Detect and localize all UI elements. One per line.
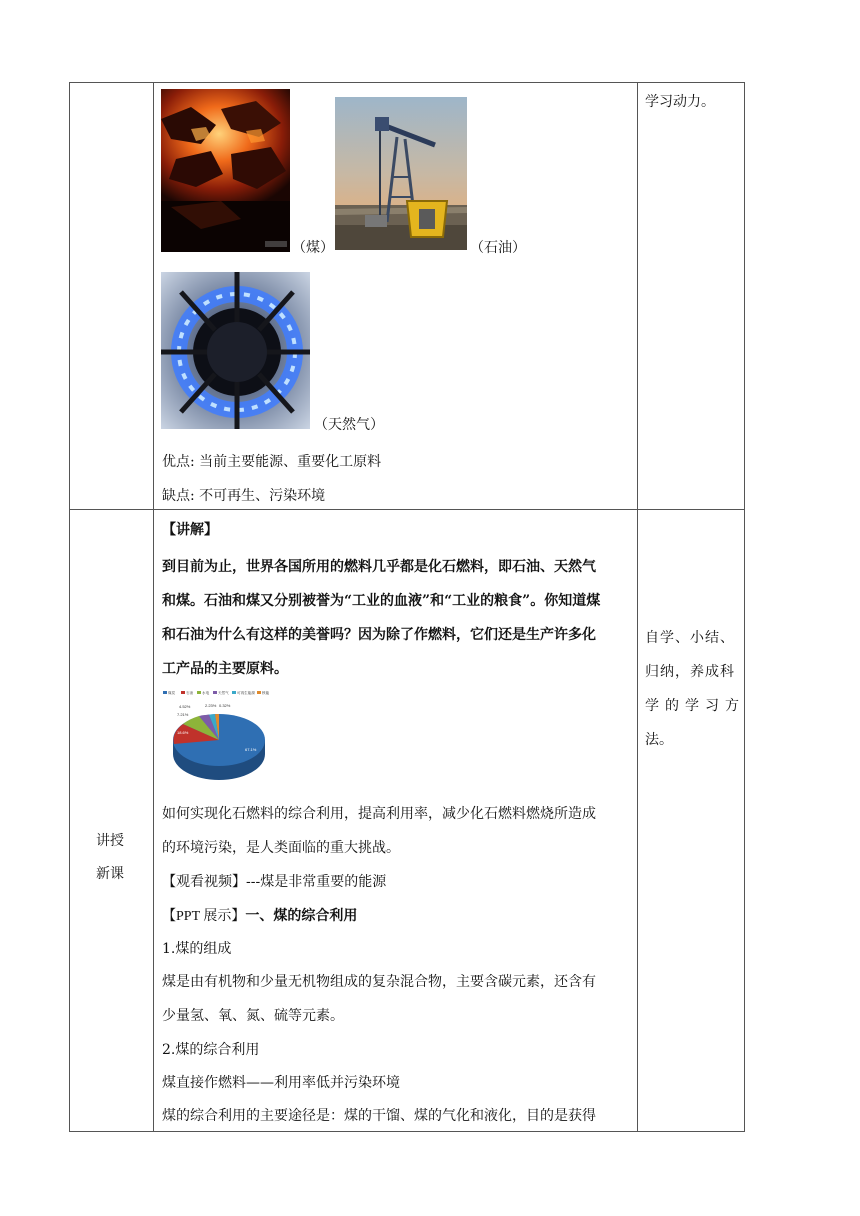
gas-caption: （天然气）	[314, 417, 384, 433]
side-note-line-4: 法。	[645, 732, 673, 748]
pie-label-3: 0.32%	[219, 703, 231, 708]
pie-label-5: 18.6%	[177, 730, 189, 735]
pie-label-4: 7.21%	[177, 712, 189, 717]
intro-line-3: 和石油为什么有这样的美誉吗？因为除了作燃料，它们还是生产许多化	[162, 627, 596, 643]
section-label-line-2: 新课	[96, 866, 124, 882]
video-note: 【观看视频】---煤是非常重要的能源	[162, 874, 387, 890]
subsection-utilization: 2.煤的综合利用	[162, 1042, 260, 1058]
table-left-border	[69, 82, 70, 1132]
ppt-title: 一、煤的综合利用	[245, 908, 358, 924]
pie-legend	[163, 690, 270, 695]
section-label-line-1: 讲授	[96, 833, 124, 849]
legend-swatch-coal	[163, 691, 167, 694]
advantages-text: 优点: 当前主要能源、重要化工原料	[162, 454, 382, 470]
ppt-heading	[162, 905, 357, 925]
intro-line-4: 工产品的主要原料。	[162, 661, 288, 677]
para4: 煤的综合利用的主要途径是：煤的干馏、煤的气化和液化，目的是获得	[162, 1108, 596, 1124]
legend-coal: 煤炭	[168, 691, 176, 695]
row1-note: 学习动力。	[645, 94, 715, 110]
gas-flame-image	[161, 272, 310, 429]
oil-caption: （石油）	[470, 240, 526, 256]
ppt-prefix: 【PPT 展示】	[162, 909, 246, 924]
disadvantages-text: 缺点: 不可再生、污染环境	[162, 488, 326, 504]
legend-renewable: 可再生能源	[237, 691, 255, 695]
legend-swatch-oil	[181, 691, 185, 694]
pie-label-6: 67.1%	[245, 747, 257, 752]
column-divider-1	[153, 82, 154, 1132]
row-divider	[69, 509, 745, 510]
side-note-line-2: 归纳，养成科	[645, 664, 735, 680]
para2-line-1: 煤是由有机物和少量无机物组成的复杂混合物，主要含碳元素，还含有	[162, 974, 596, 990]
legend-natural-gas: 天然气	[218, 691, 229, 695]
legend-hydro: 水电	[202, 691, 210, 695]
para2-line-2: 少量氢、氧、氮、硫等元素。	[162, 1008, 344, 1024]
side-note-line-1: 自学、小结、	[645, 630, 735, 646]
legend-oil: 石油	[186, 691, 194, 695]
energy-pie-chart	[161, 688, 276, 788]
coal-image	[161, 89, 290, 252]
pie-label-2: 2.23%	[205, 703, 217, 708]
table-right-border	[744, 82, 745, 1132]
explanation-heading: 【讲解】	[162, 522, 218, 538]
para3: 煤直接作燃料——利用率低并污染环境	[162, 1075, 400, 1091]
legend-swatch-hydro	[197, 691, 201, 694]
intro-line-2: 和煤。石油和煤又分别被誉为“工业的血液”和“工业的粮食”。你知道煤	[162, 593, 601, 609]
subsection-composition: 1.煤的组成	[162, 941, 232, 957]
column-divider-2	[637, 82, 638, 1132]
legend-nuclear: 核能	[262, 691, 270, 695]
intro-line-1: 到目前为止，世界各国所用的燃料几乎都是化石燃料，即石油、天然气	[162, 559, 596, 575]
para1-line-2: 的环境污染，是人类面临的重大挑战。	[162, 840, 400, 856]
legend-swatch-nuclear	[257, 691, 261, 694]
side-note-line-3: 学的学习方	[645, 698, 745, 714]
oil-pump-image	[335, 97, 467, 250]
para1-line-1: 如何实现化石燃料的综合利用，提高利用率，减少化石燃料燃烧所造成	[162, 806, 596, 822]
coal-caption: （煤）	[292, 240, 334, 256]
pie-label-1: 4.52%	[179, 704, 191, 709]
table-top-border	[69, 82, 745, 83]
legend-swatch-natural-gas	[213, 691, 217, 694]
table-bottom-border	[69, 1131, 745, 1132]
legend-swatch-renewable	[232, 691, 236, 694]
